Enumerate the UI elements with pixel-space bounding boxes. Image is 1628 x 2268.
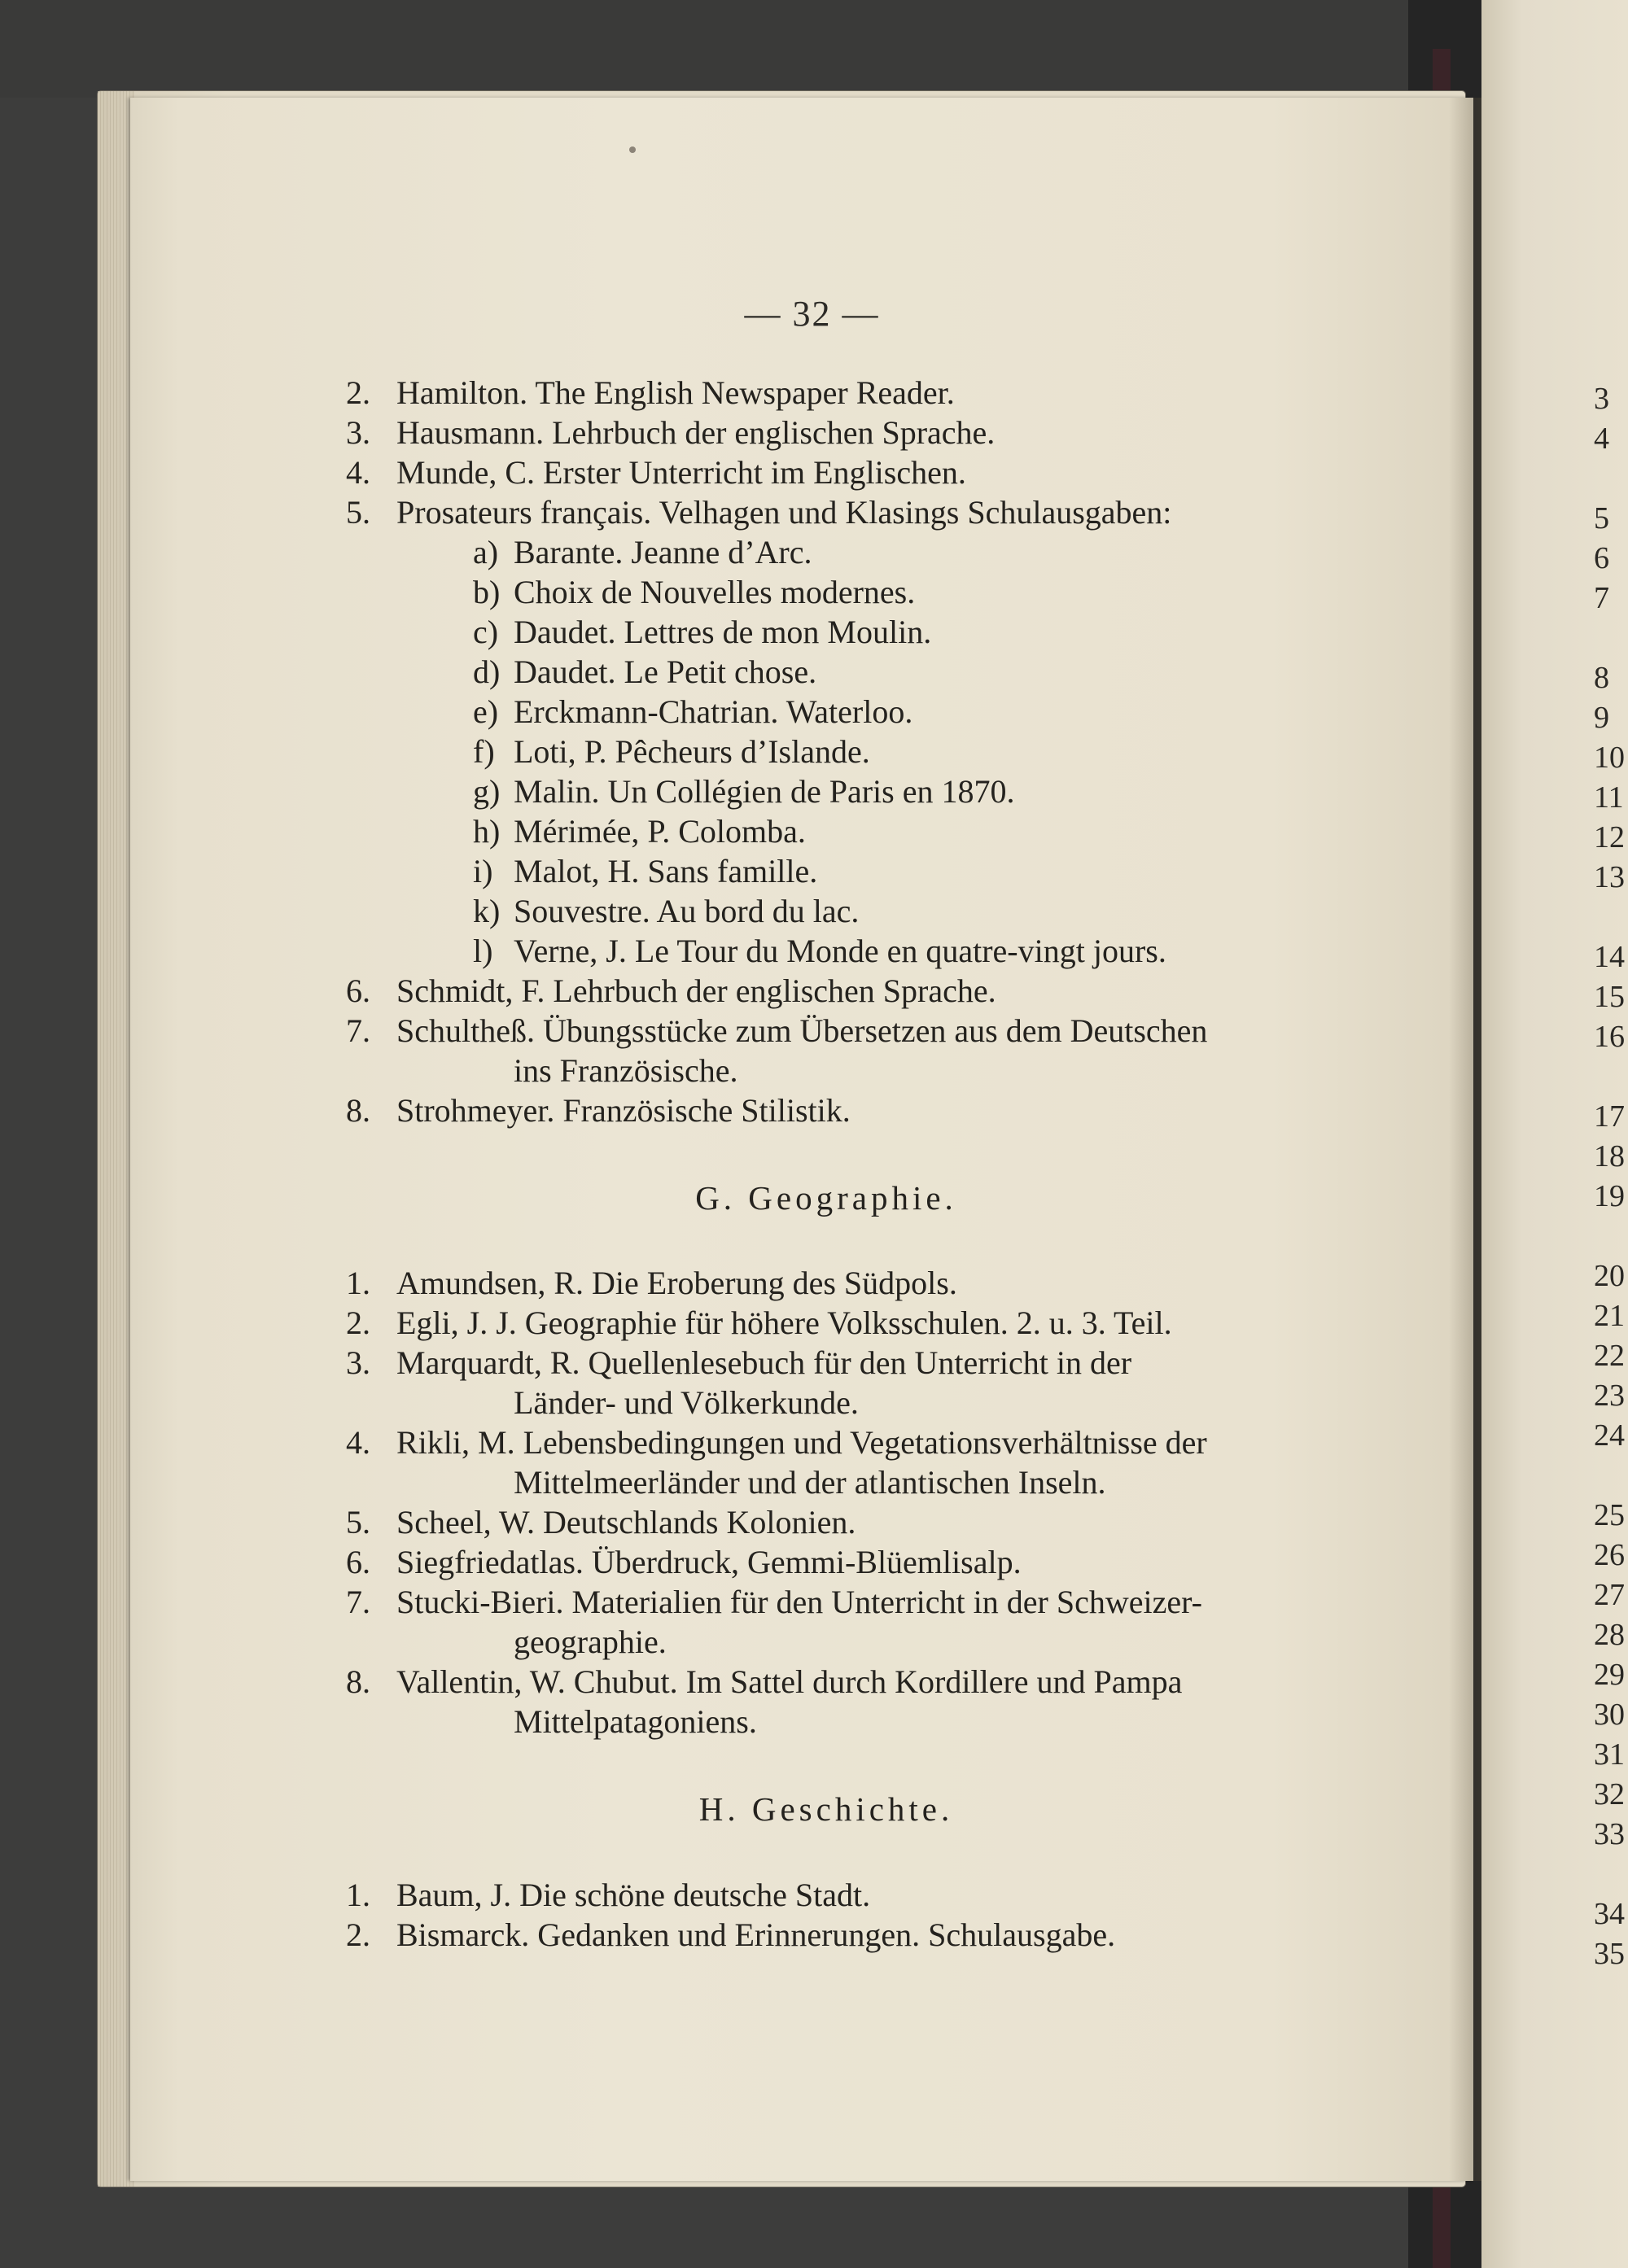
facing-fragment: 25 (1594, 1498, 1625, 1532)
section-heading-history: H. Geschichte. (698, 1790, 954, 1828)
list-item-continuation (346, 1622, 1306, 1662)
item-text: Baum, J. Die schöne deutsche Stadt. (396, 1877, 871, 1913)
item-text: Bismarck. Gedanken und Erinnerungen. Schulausgabe. (396, 1916, 1116, 1953)
facing-fragment: 6 (1594, 541, 1609, 575)
facing-fragment: 13 (1594, 860, 1625, 894)
paper-spot (629, 146, 636, 153)
facing-fragment: 30 (1594, 1698, 1625, 1732)
list-item (346, 413, 1306, 452)
item-text: Mérimée, P. Colomba. (514, 813, 806, 850)
list-item-continuation (346, 1702, 1306, 1741)
item-letter: d) (473, 653, 501, 690)
item-text: Daudet. Lettres de mon Moulin. (514, 614, 932, 650)
item-text: geographie. (514, 1623, 667, 1660)
list-item (346, 1422, 1306, 1462)
facing-fragment: 8 (1594, 661, 1609, 695)
facing-fragment: 19 (1594, 1179, 1625, 1213)
list-item (346, 1011, 1306, 1051)
item-text: ins Französische. (514, 1052, 738, 1089)
sub-list-item (346, 771, 1306, 811)
list-item (346, 1915, 1306, 1955)
item-text: Choix de Nouvelles modernes. (514, 574, 916, 610)
item-number: 3. (346, 1344, 370, 1381)
item-number: 8. (346, 1092, 370, 1129)
list-history (346, 1875, 1306, 1955)
list-geography (346, 1263, 1306, 1741)
item-text: Strohmeyer. Französische Stilistik. (396, 1092, 851, 1129)
facing-fragment: 17 (1594, 1099, 1625, 1134)
list-item (346, 492, 1306, 532)
item-letter: h) (473, 813, 501, 850)
list-item (346, 971, 1306, 1011)
list-item (346, 1875, 1306, 1915)
facing-fragment: 31 (1594, 1737, 1625, 1772)
sub-list-item (346, 692, 1306, 732)
sub-list-item (346, 891, 1306, 931)
list-item (346, 1090, 1306, 1130)
item-letter: l) (473, 933, 493, 969)
item-text: Hausmann. Lehrbuch der englischen Sprache. (396, 414, 996, 451)
sub-list-item (346, 572, 1306, 612)
item-text: Loti, P. Pêcheurs d’Islande. (514, 733, 870, 770)
facing-fragment: 10 (1594, 741, 1625, 775)
list-item (346, 1542, 1306, 1582)
item-number: 6. (346, 972, 370, 1009)
item-letter: a) (473, 534, 499, 570)
list-item-continuation (346, 1462, 1306, 1502)
scan-background (0, 0, 1628, 98)
sub-list-item (346, 532, 1306, 572)
item-number: 2. (346, 1916, 370, 1953)
facing-fragment: 22 (1594, 1339, 1625, 1373)
item-number: 1. (346, 1877, 370, 1913)
facing-fragment: 33 (1594, 1817, 1625, 1851)
facing-fragment: 15 (1594, 980, 1625, 1014)
item-text: Souvestre. Au bord du lac. (514, 893, 860, 929)
facing-fragment: 20 (1594, 1259, 1625, 1293)
list-item (346, 1582, 1306, 1622)
item-text: Stucki-Bieri. Materialien für den Unterricht in der Schweizer- (396, 1584, 1202, 1620)
facing-fragment: 11 (1594, 780, 1624, 815)
facing-fragment: 7 (1594, 581, 1609, 615)
item-letter: b) (473, 574, 501, 610)
sub-list-item (346, 811, 1306, 851)
item-number: 8. (346, 1663, 370, 1700)
list-item (346, 452, 1306, 492)
list-item-continuation (346, 1383, 1306, 1422)
facing-fragment: 35 (1594, 1937, 1625, 1971)
item-text: Mittelpatagoniens. (514, 1703, 757, 1740)
facing-fragment: 5 (1594, 501, 1609, 535)
list-prosateurs (346, 532, 1306, 971)
item-letter: f) (473, 733, 495, 770)
facing-fragment: 29 (1594, 1658, 1625, 1692)
facing-page-fragments (1594, 0, 1628, 2268)
list-item (346, 373, 1306, 413)
sub-list-item (346, 732, 1306, 771)
item-number: 2. (346, 1304, 370, 1341)
item-text: Prosateurs français. Velhagen und Klasings Schulausgaben: (396, 494, 1172, 531)
sub-list-item (346, 931, 1306, 971)
sub-list-item (346, 851, 1306, 891)
item-text: Barante. Jeanne d’Arc. (514, 534, 812, 570)
list-languages-1 (346, 373, 1306, 532)
item-letter: k) (473, 893, 501, 929)
page-content (346, 373, 1306, 1955)
item-number: 4. (346, 1424, 370, 1461)
item-letter: c) (473, 614, 499, 650)
item-text: Munde, C. Erster Unterricht im Englischen. (396, 454, 966, 491)
list-item (346, 1662, 1306, 1702)
list-item (346, 1502, 1306, 1542)
item-number: 7. (346, 1012, 370, 1049)
item-number: 1. (346, 1265, 370, 1301)
item-text: Siegfriedatlas. Überdruck, Gemmi-Blüemlisalp. (396, 1544, 1022, 1580)
item-text: Vallentin, W. Chubut. Im Sattel durch Kordillere und Pampa (396, 1663, 1183, 1700)
item-text: Amundsen, R. Die Eroberung des Südpols. (396, 1265, 957, 1301)
item-number: 2. (346, 374, 370, 411)
facing-fragment: 16 (1594, 1020, 1625, 1054)
page-number: — 32 — (744, 294, 880, 334)
section-heading-geography: G. Geographie. (695, 1179, 957, 1217)
list-item-continuation (346, 1051, 1306, 1090)
item-text: Schultheß. Übungsstücke zum Übersetzen aus dem Deutschen (396, 1012, 1208, 1049)
facing-fragment: 23 (1594, 1379, 1625, 1413)
item-number: 5. (346, 494, 370, 531)
item-text: Länder- und Völkerkunde. (514, 1384, 859, 1421)
facing-fragment: 32 (1594, 1777, 1625, 1811)
item-text: Verne, J. Le Tour du Monde en quatre-vingt jours. (514, 933, 1166, 969)
item-number: 5. (346, 1504, 370, 1540)
list-item (346, 1263, 1306, 1303)
list-item (346, 1303, 1306, 1343)
item-letter: g) (473, 773, 501, 810)
gutter-shade (1449, 98, 1481, 2181)
item-text: Hamilton. The English Newspaper Reader. (396, 374, 955, 411)
item-letter: e) (473, 693, 499, 730)
sub-list-item (346, 652, 1306, 692)
list-item (346, 1343, 1306, 1383)
facing-fragment: 9 (1594, 701, 1609, 735)
list-languages-2 (346, 971, 1306, 1130)
item-letter: i) (473, 853, 493, 889)
facing-fragment: 21 (1594, 1299, 1625, 1333)
facing-fragment: 3 (1594, 382, 1609, 416)
facing-fragment: 34 (1594, 1897, 1625, 1931)
page-edges (98, 91, 134, 2187)
item-text: Scheel, W. Deutschlands Kolonien. (396, 1504, 856, 1540)
facing-fragment: 26 (1594, 1538, 1625, 1572)
item-number: 3. (346, 414, 370, 451)
facing-fragment: 24 (1594, 1418, 1625, 1453)
item-text: Rikli, M. Lebensbedingungen und Vegetationsverhältnisse der (396, 1424, 1207, 1461)
item-text: Marquardt, R. Quellenlesebuch für den Unterricht in der (396, 1344, 1132, 1381)
facing-fragment: 12 (1594, 820, 1625, 854)
item-text: Daudet. Le Petit chose. (514, 653, 817, 690)
item-text: Schmidt, F. Lehrbuch der englischen Sprache. (396, 972, 996, 1009)
item-text: Erckmann-Chatrian. Waterloo. (514, 693, 913, 730)
item-number: 7. (346, 1584, 370, 1620)
sub-list-item (346, 612, 1306, 652)
item-text: Mittelmeerländer und der atlantischen Inseln. (514, 1464, 1106, 1501)
item-number: 6. (346, 1544, 370, 1580)
item-text: Malin. Un Collégien de Paris en 1870. (514, 773, 1015, 810)
item-text: Malot, H. Sans famille. (514, 853, 818, 889)
facing-fragment: 28 (1594, 1618, 1625, 1652)
facing-fragment: 14 (1594, 940, 1625, 974)
facing-fragment: 18 (1594, 1139, 1625, 1173)
facing-fragment: 4 (1594, 422, 1609, 456)
facing-fragment: 27 (1594, 1578, 1625, 1612)
item-text: Egli, J. J. Geographie für höhere Volksschulen. 2. u. 3. Teil. (396, 1304, 1172, 1341)
item-number: 4. (346, 454, 370, 491)
